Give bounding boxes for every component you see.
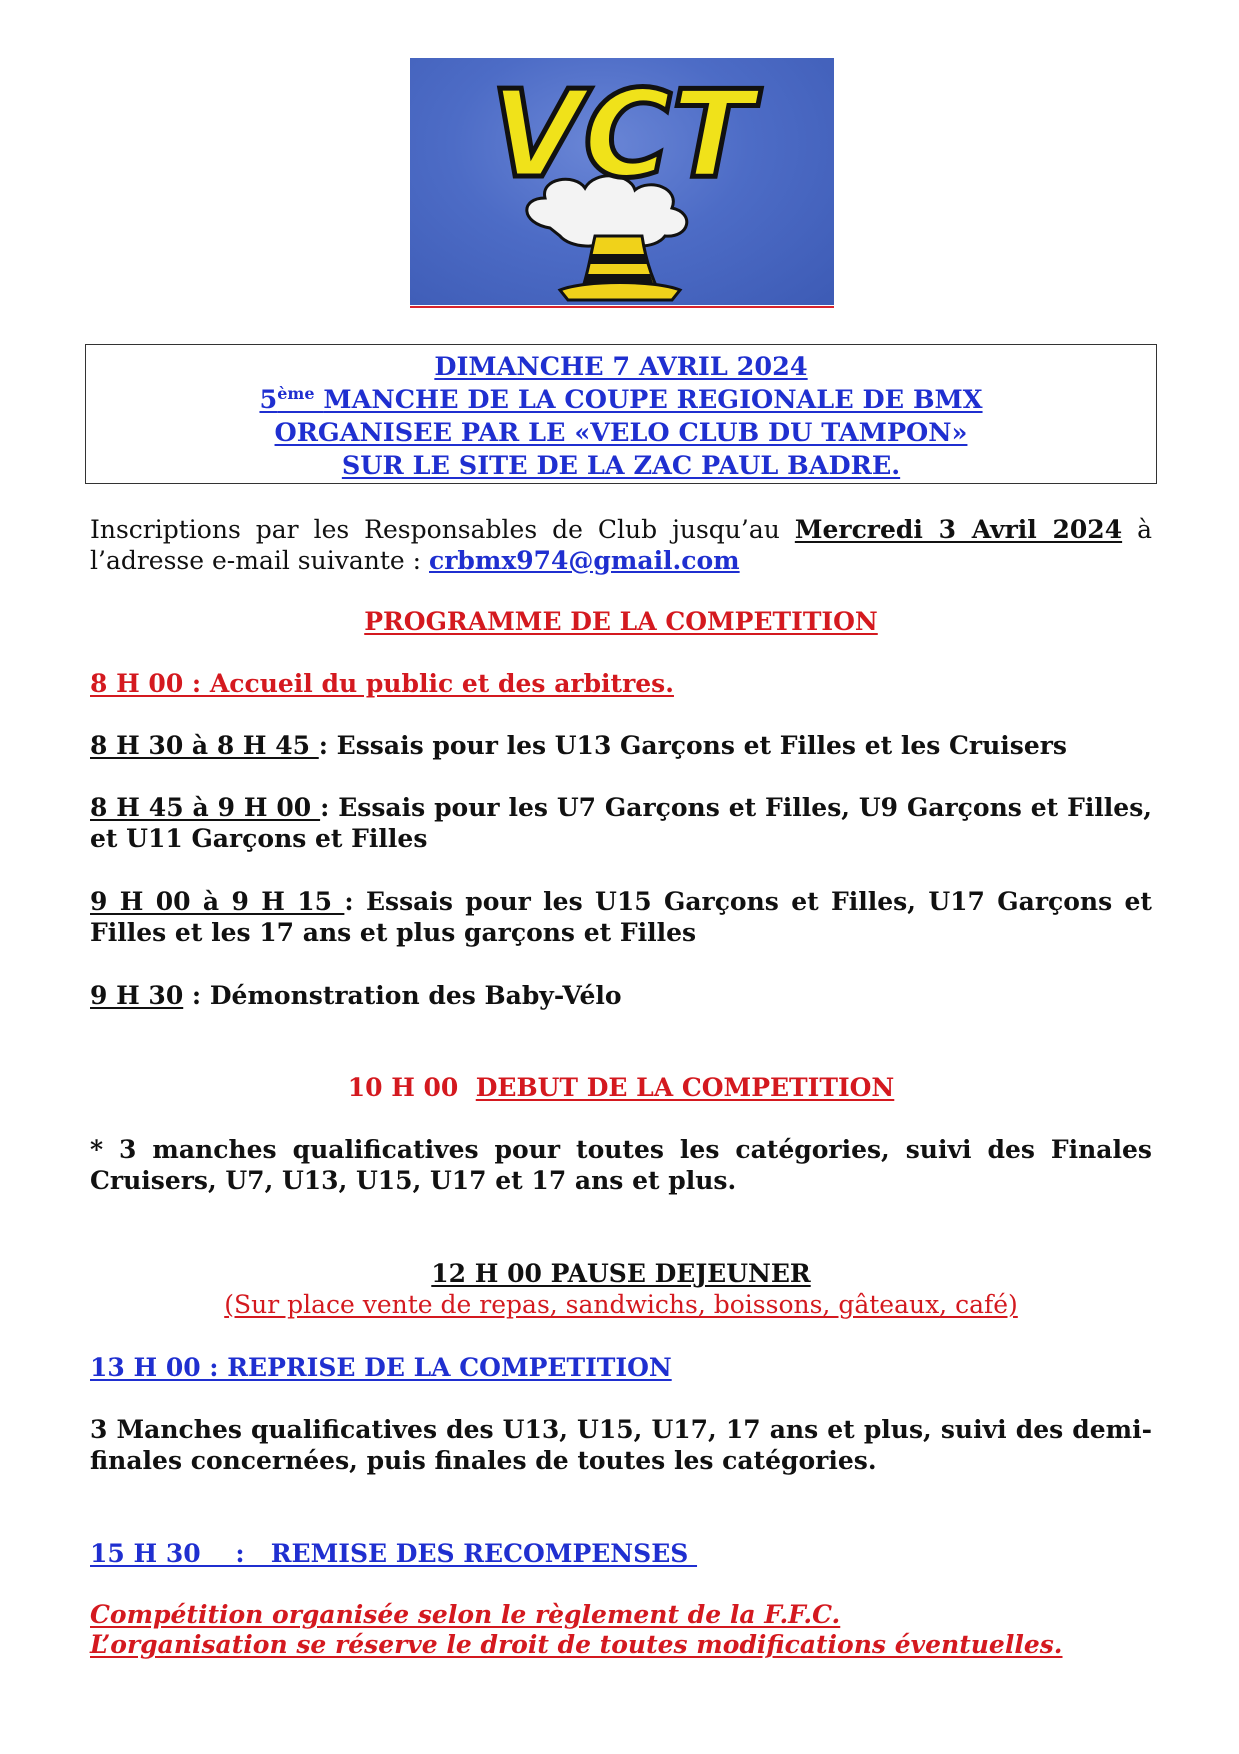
footer-notes xyxy=(90,1600,1152,1660)
footer-rules: Compétition organisée selon le règlement de la F.F.C. xyxy=(90,1600,841,1629)
event-title-box xyxy=(85,344,1157,484)
footer-disclaimer: L’organisation se réserve le droit de toutes modifications éventuelles. xyxy=(90,1630,1063,1659)
event-date: DIMANCHE 7 AVRIL 2024 xyxy=(434,352,808,382)
lunch-break-subtitle: (Sur place vente de repas, sandwichs, boissons, gâteaux, café) xyxy=(224,1290,1018,1319)
event-round: 5ème MANCHE DE LA COUPE REGIONALE DE BMX xyxy=(259,384,983,415)
event-organizer: ORGANISEE PAR LE «VELO CLUB DU TAMPON» xyxy=(274,418,968,448)
afternoon-races-note: 3 Manches qualificatives des U13, U15, U17, 17 ans et plus, suivi des demi-finales concernées, puis finales de toutes les catégories. xyxy=(90,1415,1152,1475)
club-logo xyxy=(410,58,834,308)
schedule-item-2: 8 H 45 à 9 H 00 : Essais pour les U7 Garçons et Filles, U9 Garçons et Filles, et U11 Garçons et Filles xyxy=(90,793,1152,853)
competition-resume: 13 H 00 : REPRISE DE LA COMPETITION xyxy=(90,1353,672,1382)
programme-title: PROGRAMME DE LA COMPETITION xyxy=(364,607,878,636)
event-location: SUR LE SITE DE LA ZAC PAUL BADRE. xyxy=(341,451,901,481)
schedule-item-0: 8 H 00 : Accueil du public et des arbitres. xyxy=(90,669,674,698)
schedule-item-1: 8 H 30 à 8 H 45 : Essais pour les U13 Garçons et Filles et les Cruisers xyxy=(90,731,1068,760)
schedule-item-4: 9 H 30 : Démonstration des Baby-Vélo xyxy=(90,981,622,1010)
competition-start: 10 H 00 DEBUT DE LA COMPETITION xyxy=(347,1073,895,1102)
contact-email-link[interactable]: crbmx974@gmail.com xyxy=(429,546,740,575)
awards-ceremony: 15 H 30 : REMISE DES RECOMPENSES xyxy=(90,1539,698,1568)
logo-text: VCT xyxy=(490,66,754,205)
schedule-item-3: 9 H 00 à 9 H 15 : Essais pour les U15 Garçons et Filles, U17 Garçons et Filles et les 17 ans et plus garçons et Filles xyxy=(90,887,1152,947)
registration-info: Inscriptions par les Responsables de Club jusqu’au Mercredi 3 Avril 2024 à l’adresse e-mail suivante : crbmx974@gmail.com xyxy=(90,515,1152,575)
registration-deadline: Mercredi 3 Avril 2024 xyxy=(794,515,1123,544)
morning-races-note: * 3 manches qualificatives pour toutes les catégories, suivi des Finales Cruisers, U7, U13, U15, U17 et 17 ans et plus. xyxy=(90,1135,1152,1195)
lunch-break-title: 12 H 00 PAUSE DEJEUNER xyxy=(431,1259,811,1288)
vct-club-logo-icon xyxy=(410,58,834,305)
logo-underline xyxy=(410,306,834,308)
